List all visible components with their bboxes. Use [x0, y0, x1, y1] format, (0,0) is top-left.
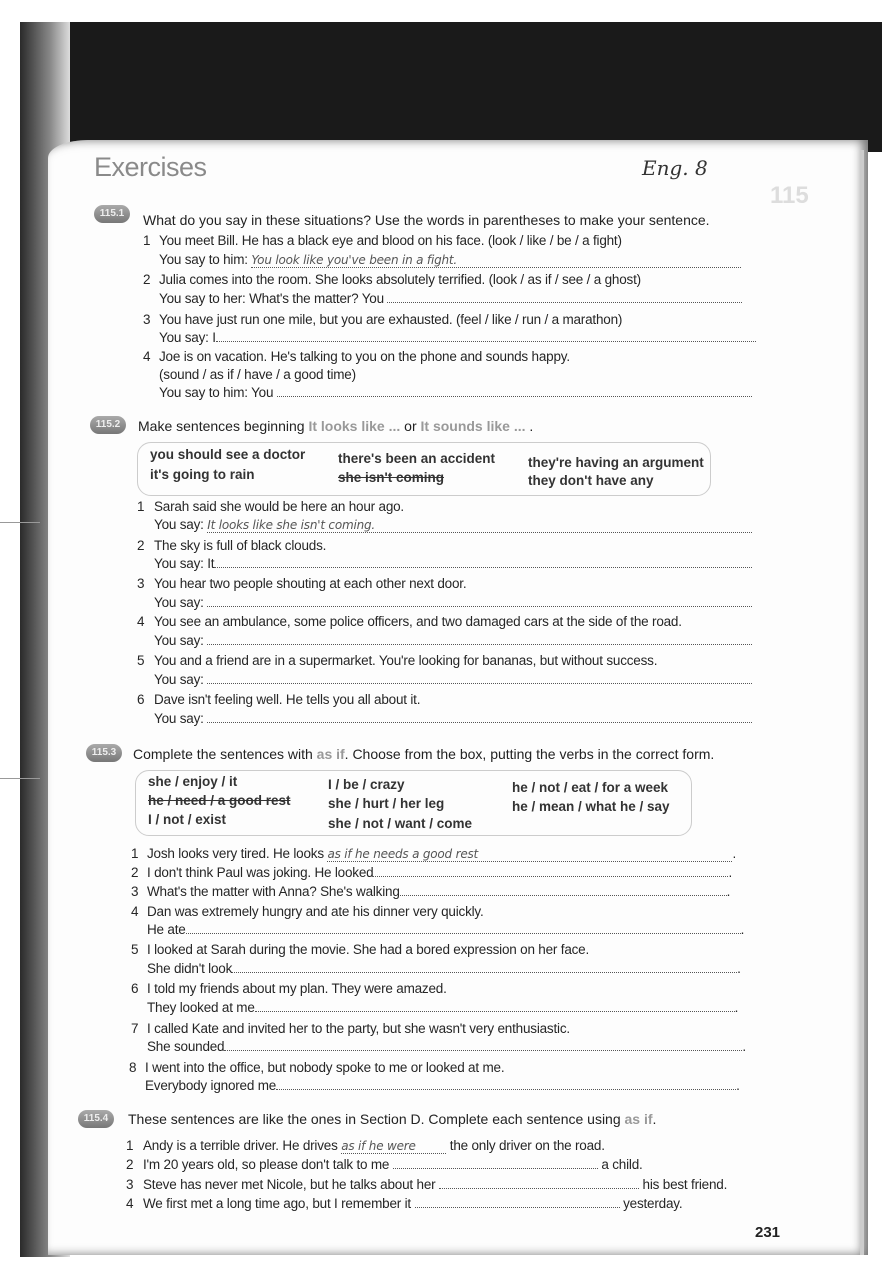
item-number: 6: [137, 692, 145, 707]
item-number: 5: [137, 653, 145, 668]
answer-line: [154, 556, 752, 571]
item-text: the only driver on the road.: [449, 1138, 605, 1153]
prompt: She sounded: [147, 1039, 225, 1054]
item-line: [143, 1196, 682, 1211]
box-phrase: I / not / exist: [148, 812, 227, 827]
box-phrase-used: he / need / a good rest: [148, 793, 291, 808]
prompt: Everybody ignored me: [145, 1078, 277, 1093]
answer-field[interactable]: [387, 302, 742, 303]
page-title: Exercises: [94, 152, 207, 182]
box-phrase: she / not / want / come: [328, 816, 473, 831]
box-phrase: they don't have any: [528, 473, 654, 488]
answer-field[interactable]: [415, 1207, 620, 1208]
answer-line: [159, 252, 741, 268]
answer-line: Everybody ignored me .: [145, 1078, 740, 1093]
box-phrase: he / mean / what he / say: [512, 799, 670, 814]
item-number: 3: [137, 576, 145, 591]
box-phrase: she / hurt / her leg: [328, 796, 445, 811]
highlight: as if: [316, 746, 345, 762]
box-phrase: you should see a doctor: [150, 447, 306, 462]
prompt: You say: It: [154, 556, 215, 571]
prompt: You say:: [154, 711, 204, 726]
answer-field[interactable]: You look like you've been in a fight.: [251, 253, 741, 268]
prompt: You say to him: You: [159, 385, 274, 400]
instruction-text: These sentences are like the ones in Section D. Complete each sentence using: [128, 1111, 625, 1127]
item-number: 1: [131, 846, 139, 861]
item-number: 6: [131, 981, 139, 996]
item-number: 4: [131, 904, 139, 919]
answer-field[interactable]: [224, 1050, 742, 1051]
item-text: Steve has never met Nicole, but he talks about her: [143, 1177, 436, 1192]
item-line: [143, 1138, 605, 1154]
item-text: You hear two people shouting at each other next door.: [154, 576, 467, 591]
item-number: 8: [129, 1060, 137, 1075]
item-text: Julia comes into the room. She looks absolutely terrified. (look / as if / see / a ghost): [159, 272, 641, 287]
box-phrase: there's been an accident: [338, 451, 496, 466]
answer-line: She didn't look .: [147, 961, 741, 976]
box-phrase: I / be / crazy: [328, 777, 405, 792]
answer-line: [159, 330, 756, 345]
prompt: He ate: [147, 922, 186, 937]
answer-field[interactable]: [373, 876, 728, 877]
handwritten-note: Eng. 8: [642, 156, 708, 180]
answer-field[interactable]: [186, 933, 741, 934]
item-text: his best friend.: [642, 1177, 728, 1192]
unit-number: 115: [770, 182, 809, 209]
answer-field[interactable]: [232, 972, 737, 973]
item-text: I looked at Sarah during the movie. She had a bored expression on her face.: [147, 942, 590, 957]
prompt: You say: I: [159, 330, 216, 345]
item-number: 7: [131, 1021, 139, 1036]
answer-field[interactable]: [276, 1089, 736, 1090]
instruction-text: Make sentences beginning: [138, 418, 309, 434]
item-line: [143, 1157, 643, 1172]
answer-line: [154, 711, 752, 726]
item-number: 2: [143, 272, 151, 287]
item-text: I called Kate and invited her to the party, but she wasn't very enthusiastic.: [147, 1021, 570, 1036]
box-phrase-used: she isn't coming: [338, 470, 444, 485]
item-number: 3: [143, 312, 151, 327]
answer-field[interactable]: [277, 396, 752, 397]
answer-line: [154, 633, 752, 648]
answer-field[interactable]: [393, 1168, 598, 1169]
item-text: I told my friends about my plan. They were amazed.: [147, 981, 447, 996]
answer-field[interactable]: as if he were: [341, 1139, 446, 1154]
item-line: [143, 1177, 727, 1192]
item-text: Sarah said she would be here an hour ago.: [154, 499, 404, 514]
page-number: 231: [755, 1224, 781, 1241]
exercise-badge: 115.2: [90, 416, 126, 434]
item-number: 4: [137, 614, 145, 629]
item-text: Joe is on vacation. He's talking to you on the phone and sounds happy.: [159, 349, 570, 364]
item-number: 3: [131, 884, 139, 899]
item-text: I don't think Paul was joking. He looked: [147, 865, 374, 880]
item-number: 1: [137, 499, 145, 514]
prompt: You say:: [154, 595, 204, 610]
exercise-instruction: [128, 1111, 656, 1127]
highlight: It sounds like ...: [420, 418, 526, 434]
item-line: Josh looks very tired. He looks as if he needs a good rest .: [147, 846, 736, 861]
answer-field[interactable]: [207, 644, 752, 645]
answer-field[interactable]: [216, 341, 756, 342]
highlight: It looks like ...: [308, 418, 401, 434]
item-text: I went into the office, but nobody spoke to me or looked at me.: [145, 1060, 505, 1075]
item-hint: (sound / as if / have / a good time): [159, 367, 356, 382]
item-text: We first met a long time ago, but I remember it: [143, 1196, 411, 1211]
answer-field[interactable]: [207, 606, 752, 607]
item-number: 1: [143, 233, 151, 248]
prompt: You say to her: What's the matter? You: [159, 291, 384, 306]
item-number: 1: [126, 1138, 134, 1153]
exercise-badge: 115.4: [78, 1110, 114, 1128]
box-phrase: she / enjoy / it: [148, 774, 238, 789]
answer-field[interactable]: [214, 567, 752, 568]
prompt: You say:: [154, 672, 204, 687]
answer-line: [154, 672, 752, 687]
answer-line: She sounded .: [147, 1039, 746, 1054]
box-phrase: it's going to rain: [150, 467, 255, 482]
answer-field[interactable]: [400, 895, 727, 896]
answer-line: [159, 291, 742, 306]
prompt: You say to him:: [159, 252, 248, 267]
item-text: You see an ambulance, some police officers, and two damaged cars at the side of the road.: [154, 614, 682, 629]
answer-line: [154, 595, 752, 610]
exercise-badge: 115.1: [94, 205, 130, 223]
answer-field[interactable]: [207, 683, 752, 684]
prompt: They looked at me: [147, 1000, 255, 1015]
item-number: 4: [126, 1196, 134, 1211]
item-text: You have just run one mile, but you are exhausted. (feel / like / run / a marathon): [159, 312, 623, 327]
instruction-text: .: [525, 418, 534, 434]
scanner-shadow: [20, 22, 882, 152]
exercise-instruction: What do you say in these situations? Use the words in parentheses to make your sentence.: [143, 212, 710, 228]
item-text: I'm 20 years old, so please don't talk to me: [143, 1157, 390, 1172]
item-text: What's the matter with Anna? She's walking: [147, 884, 400, 899]
box-phrase: he / not / eat / for a week: [512, 780, 669, 795]
prompt: She didn't look: [147, 961, 233, 976]
item-text: Josh looks very tired. He looks: [147, 846, 324, 861]
margin-mark: [0, 522, 40, 523]
answer-field[interactable]: as if he needs a good rest: [327, 847, 732, 862]
item-text: The sky is full of black clouds.: [154, 538, 327, 553]
instruction-text: Complete the sentences with: [133, 746, 317, 762]
item-text: Dave isn't feeling well. He tells you all about it.: [154, 692, 421, 707]
item-text: You and a friend are in a supermarket. You're looking for bananas, but without success.: [154, 653, 658, 668]
item-text: Dan was extremely hungry and ate his dinner very quickly.: [147, 904, 484, 919]
answer-field[interactable]: [439, 1188, 639, 1189]
answer-line: They looked at me .: [147, 1000, 739, 1015]
item-line: What's the matter with Anna? She's walking .: [147, 884, 731, 899]
answer-line: [154, 517, 752, 533]
prompt: You say:: [154, 517, 204, 532]
answer-line: He ate .: [147, 922, 745, 937]
answer-field[interactable]: It looks like she isn't coming.: [207, 518, 752, 533]
prompt: You say:: [154, 633, 204, 648]
item-text: yesterday.: [623, 1196, 683, 1211]
item-number: 2: [126, 1157, 134, 1172]
margin-mark: [0, 778, 40, 779]
exercise-instruction: [133, 746, 714, 762]
item-number: 5: [131, 942, 139, 957]
box-phrase: they're having an argument: [528, 455, 704, 470]
answer-field[interactable]: [207, 722, 752, 723]
item-text: a child.: [601, 1157, 643, 1172]
page-edge: [860, 150, 864, 1255]
item-number: 4: [143, 349, 151, 364]
instruction-text: . Choose from the box, putting the verbs in the correct form.: [344, 746, 715, 762]
exercise-instruction: [138, 418, 533, 434]
item-number: 3: [126, 1177, 134, 1192]
instruction-text: .: [652, 1111, 657, 1127]
item-line: I don't think Paul was joking. He looked .: [147, 865, 733, 880]
item-number: 2: [137, 538, 145, 553]
instruction-text: or: [400, 418, 421, 434]
answer-field[interactable]: [255, 1011, 735, 1012]
item-text: You meet Bill. He has a black eye and blood on his face. (look / like / be / a fight): [159, 233, 622, 248]
highlight: as if: [624, 1111, 653, 1127]
item-number: 2: [131, 865, 139, 880]
item-text: Andy is a terrible driver. He drives: [143, 1138, 338, 1153]
exercise-badge: 115.3: [86, 744, 122, 762]
answer-line: [159, 385, 752, 400]
